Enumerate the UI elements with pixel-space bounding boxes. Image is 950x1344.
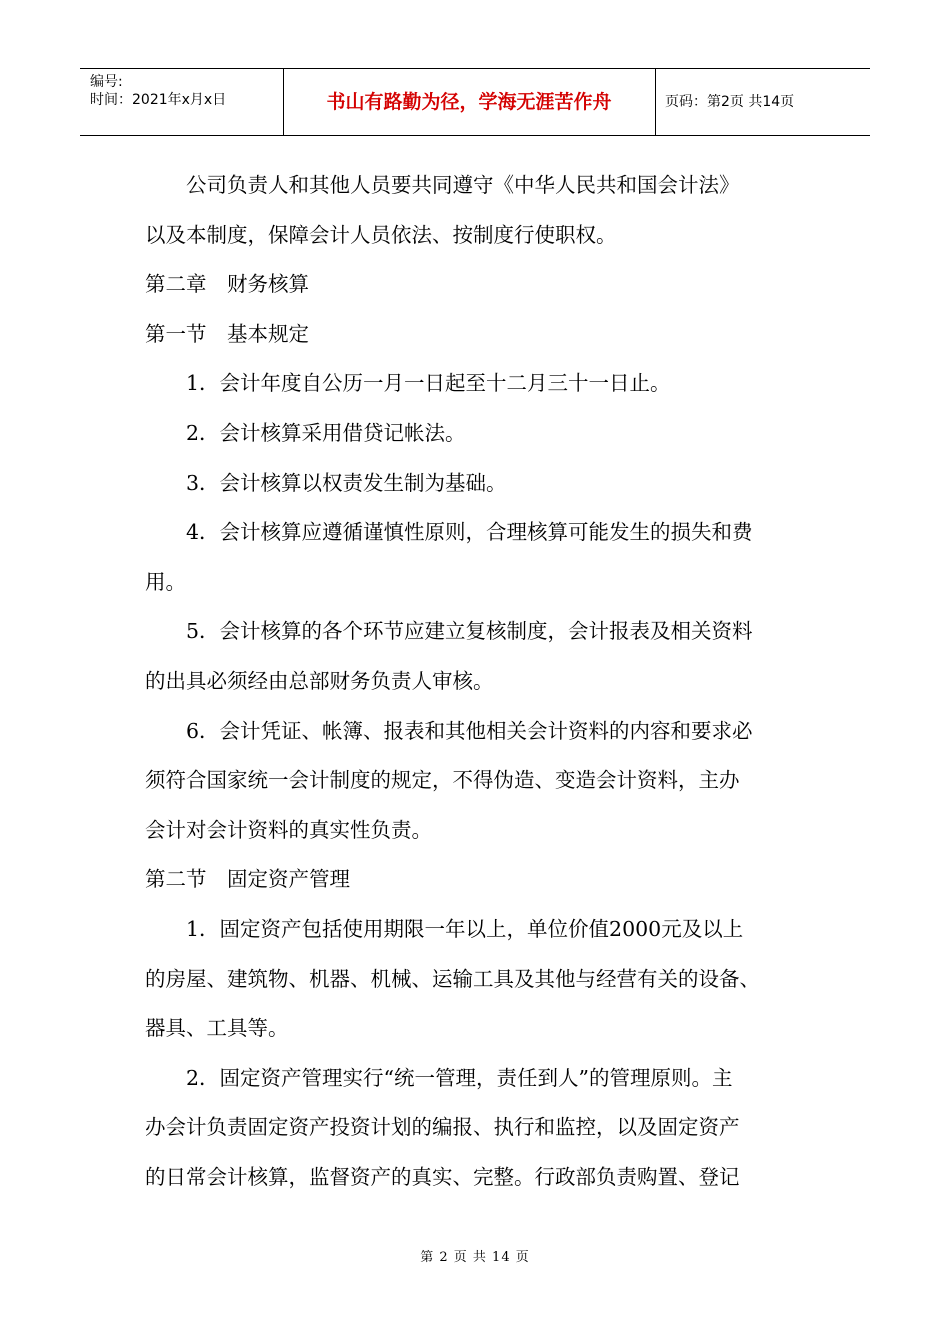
list-item: 2．固定资产管理实行“统一管理，责任到人”的管理原则。主 [186, 1065, 733, 1090]
header-page-info: 页码：第2页 共14页 [665, 94, 795, 110]
document-body [145, 161, 825, 1202]
list-item-continuation: 的出具必须经由总部财务负责人审核。 [145, 668, 494, 693]
list-item-continuation: 的房屋、建筑物、机器、机械、运输工具及其他与经营有关的设备、 [145, 966, 760, 991]
header-time-label: 时间：2021年x月x日 [90, 92, 227, 108]
list-item: 5．会计核算的各个环节应建立复核制度，会计报表及相关资料 [186, 619, 753, 644]
page-footer: 第 2 页 共 14 页 [420, 1250, 530, 1265]
list-item-continuation: 须符合国家统一会计制度的规定，不得伪造、变造会计资料，主办 [145, 768, 740, 793]
paragraph-line: 公司负责人和其他人员要共同遵守《中华人民共和国会计法》 [186, 173, 740, 197]
paragraph-line: 以及本制度，保障会计人员依法、按制度行使职权。 [145, 222, 617, 247]
list-item: 4．会计核算应遵循谨慎性原则，合理核算可能发生的损失和费 [186, 520, 753, 545]
list-item: 6．会计凭证、帐簿、报表和其他相关会计资料的内容和要求必 [186, 718, 753, 743]
list-item: 3．会计核算以权责发生制为基础。 [186, 470, 507, 495]
list-item-continuation: 用。 [145, 569, 186, 594]
header-motto: 书山有路勤为径，学海无涯苦作舟 [326, 91, 612, 113]
section-heading: 第一节 基本规定 [145, 321, 309, 346]
header-number-label: 编号: [90, 74, 123, 90]
header-meta [90, 73, 226, 109]
chapter-heading: 第二章 财务核算 [145, 272, 309, 297]
list-item: 2．会计核算采用借贷记帐法。 [186, 420, 466, 445]
list-item-continuation: 的日常会计核算，监督资产的真实、完整。行政部负责购置、登记 [145, 1164, 740, 1189]
list-item: 1．会计年度自公历一月一日起至十二月三十一日止。 [186, 371, 671, 396]
header-divider [655, 69, 656, 136]
list-item-continuation: 会计对会计资料的真实性负责。 [145, 817, 432, 842]
list-item-continuation: 办会计负责固定资产投资计划的编报、执行和监控，以及固定资产 [145, 1115, 740, 1140]
list-item: 1．固定资产包括使用期限一年以上，单位价值2000元及以上 [186, 916, 744, 941]
section-heading: 第二节 固定资产管理 [145, 867, 350, 892]
page-header [80, 68, 870, 136]
list-item-continuation: 器具、工具等。 [145, 1016, 289, 1041]
